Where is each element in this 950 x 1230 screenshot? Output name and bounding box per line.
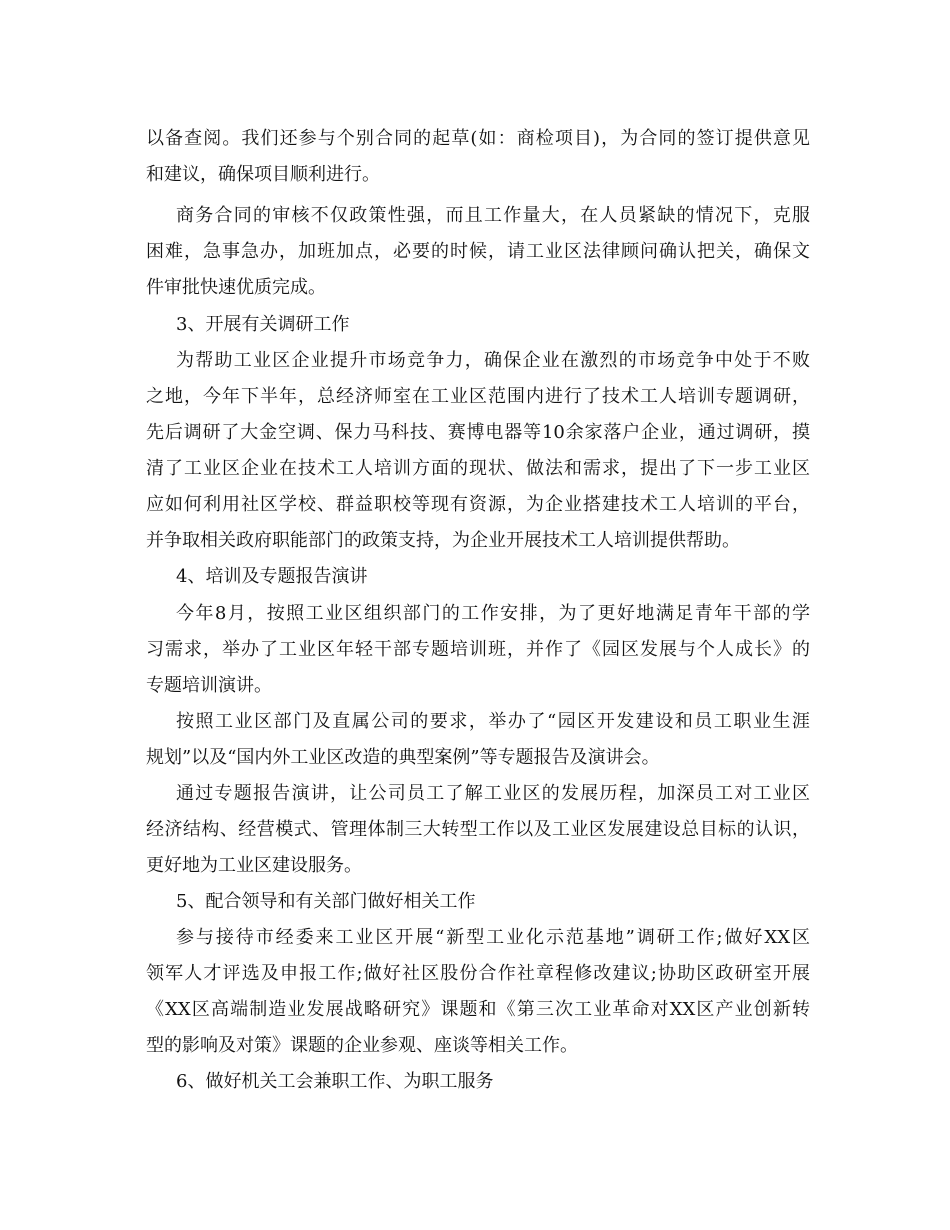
text-line: 经济结构、经营模式、管理体制三大转型工作以及工业区发展建设总目标的认识， <box>146 819 810 840</box>
text-line: 型的影响及对策》课题的企业参观、座谈等相关工作。 <box>146 1035 578 1056</box>
text-line: 领军人才评选及申报工作;做好社区股份合作社章程修改建议;协助区政研室开展 <box>146 963 810 984</box>
text-line: 清了工业区企业在技术工人培训方面的现状、做法和需求，提出了下一步工业区 <box>146 458 810 479</box>
text-line: 为帮助工业区企业提升市场竞争力，确保企业在激烈的市场竞争中处于不败 <box>176 350 810 371</box>
text-line: 商务合同的审核不仅政策性强，而且工作量大，在人员紧缺的情况下，克服 <box>176 205 810 226</box>
text-line: 之地，今年下半年，总经济师室在工业区范围内进行了技术工人培训专题调研， <box>146 386 810 407</box>
section-heading: 5、配合领导和有关部门做好相关工作 <box>176 891 476 912</box>
text-line: 《XX区高端制造业发展战略研究》课题和《第三次工业革命对XX区产业创新转 <box>146 999 810 1020</box>
text-line: 先后调研了大金空调、保力马科技、赛博电器等10余家落户企业，通过调研，摸 <box>146 422 810 443</box>
section-heading: 4、培训及专题报告演讲 <box>176 566 368 587</box>
text-line: 通过专题报告演讲，让公司员工了解工业区的发展历程，加深员工对工业区 <box>176 783 810 804</box>
section-heading: 6、做好机关工会兼职工作、为职工服务 <box>176 1071 494 1092</box>
text-line: 更好地为工业区建设服务。 <box>146 855 362 876</box>
text-line: 以备查阅。我们还参与个别合同的起草(如：商检项目)，为合同的签订提供意见 <box>146 128 810 149</box>
text-line: 并争取相关政府职能部门的政策支持，为企业开展技术工人培训提供帮助。 <box>146 530 740 551</box>
text-line: 按照工业区部门及直属公司的要求，举办了“园区开发建设和员工职业生涯 <box>176 711 810 732</box>
text-line: 件审批快速优质完成。 <box>146 277 326 298</box>
text-line: 习需求，举办了工业区年轻干部专题培训班，并作了《园区发展与个人成长》的 <box>146 639 810 660</box>
text-line: 今年8月，按照工业区组织部门的工作安排，为了更好地满足青年干部的学 <box>176 603 810 624</box>
text-line: 规划”以及“国内外工业区改造的典型案例”等专题报告及演讲会。 <box>146 747 660 768</box>
text-line: 专题培训演讲。 <box>146 675 272 696</box>
text-line: 困难，急事急办，加班加点，必要的时候，请工业区法律顾问确认把关，确保文 <box>146 241 810 262</box>
text-line: 参与接待市经委来工业区开展“新型工业化示范基地”调研工作;做好XX区 <box>176 927 810 948</box>
text-line: 和建议，确保项目顺利进行。 <box>146 164 380 185</box>
text-line: 应如何利用社区学校、群益职校等现有资源，为企业搭建技术工人培训的平台， <box>146 494 810 515</box>
section-heading: 3、开展有关调研工作 <box>176 314 350 335</box>
